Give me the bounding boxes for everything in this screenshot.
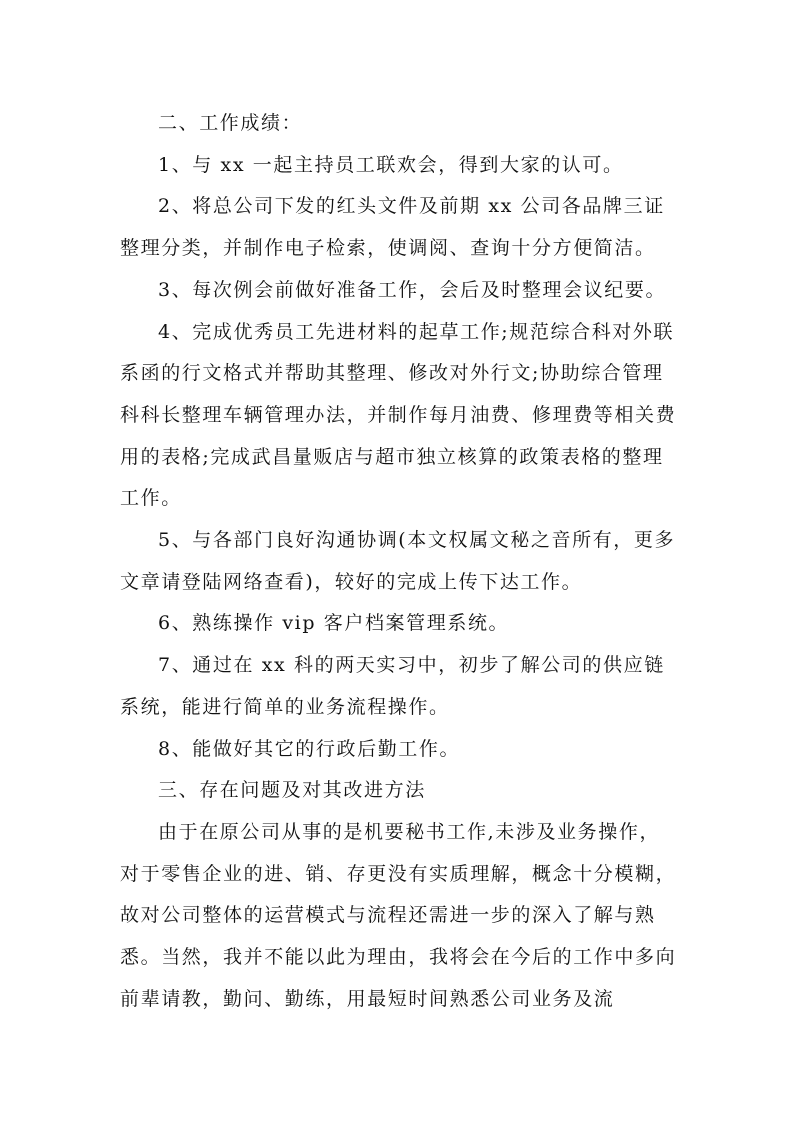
body-paragraph: 由于在原公司从事的是机要秘书工作,未涉及业务操作，对于零售企业的进、销、存更没有实质理解，概念十分模糊，故对公司整体的运营模式与流程还需进一步的深入了解与熟悉。当然，我并不能以此为理由，我将会在今后的工作中多向前辈请教，勤问、勤练，用最短时间熟悉公司业务及流 [120, 820, 677, 1010]
list-item: 2、将总公司下发的红头文件及前期 xx 公司各品牌三证整理分类，并制作电子检索，使调阅、查询十分方便简洁。 [120, 195, 665, 260]
list-item: 1、与 xx 一起主持员工联欢会，得到大家的认可。 [158, 153, 624, 176]
document-body [120, 103, 680, 1020]
list-item: 5、与各部门良好沟通协调(本文权属文秘之音所有，更多文章请登陆网络查看)，较好的完成上传下达工作。 [120, 529, 676, 593]
list-item: 8、能做好其它的行政后勤工作。 [158, 737, 461, 760]
list-item: 6、熟练操作 vip 客户档案管理系统。 [158, 612, 510, 635]
section-heading-problems: 三、存在问题及对其改进方法 [158, 779, 426, 802]
list-item: 7、通过在 xx 科的两天实习中，初步了解公司的供应链系统，能进行简单的业务流程操作。 [120, 654, 665, 718]
list-item: 4、完成优秀员工先进材料的起草工作;规范综合科对外联系函的行文格式并帮助其整理、修改对外行文;协助综合管理科科长整理车辆管理办法，并制作每月油费、修理费等相关费用的表格;完成武昌量贩店与超市独立核算的政策表格的整理工作。 [120, 320, 677, 510]
section-heading-achievements: 二、工作成绩： [158, 112, 303, 134]
list-item: 3、每次例会前做好准备工作，会后及时整理会议纪要。 [158, 278, 667, 301]
